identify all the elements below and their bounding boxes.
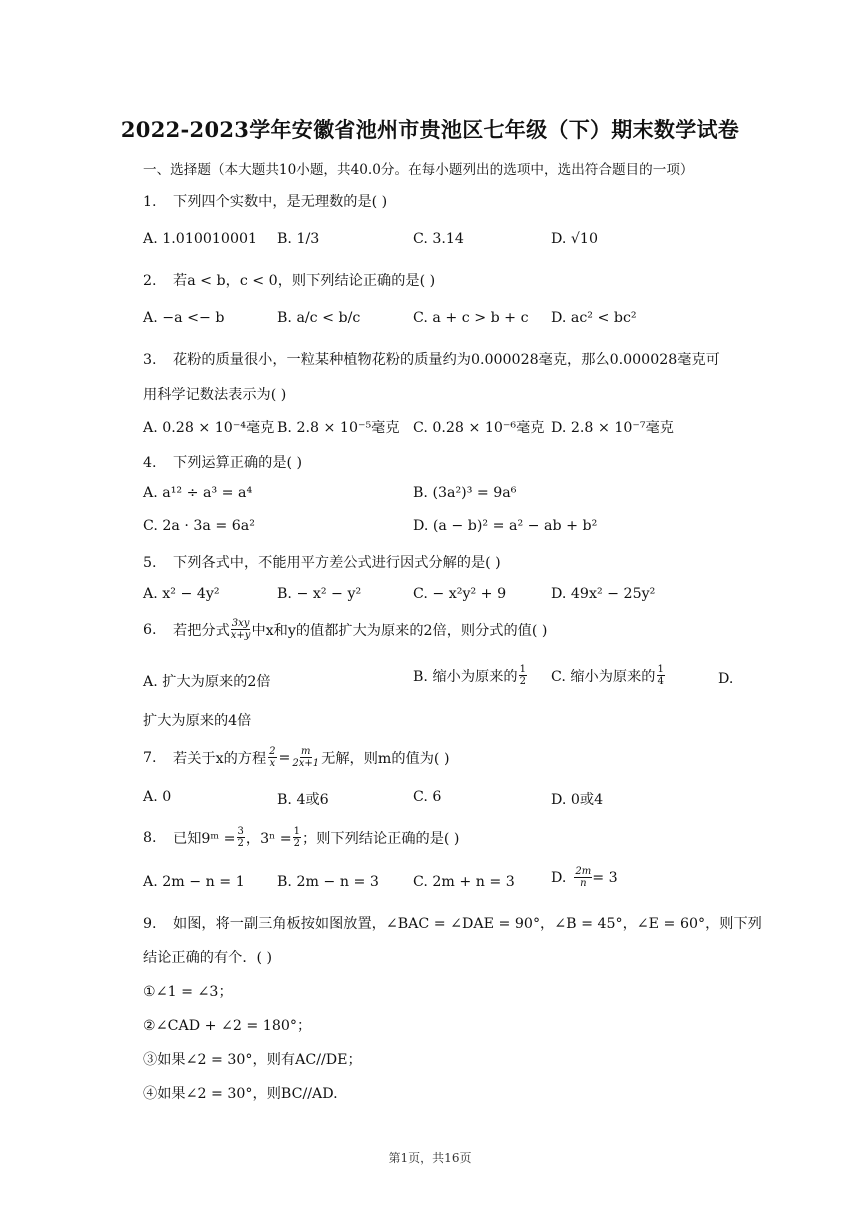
fraction-numerator: 2 (269, 746, 276, 757)
option-c: C. 0.28 × 10⁻⁶毫克 (413, 420, 545, 436)
statement-3: ③如果∠2 = 30°，则有AC//DE； (143, 1052, 362, 1068)
option-c: C. 2a · 3a = 6a² (143, 518, 255, 534)
question-stem: 如图，将一副三角板按如图放置，∠BAC = ∠DAE = 90°，∠B = 45°，∠E = 60°，则下列 (173, 916, 762, 932)
option-b-text: B. 缩小为原来的 (413, 668, 518, 685)
option-c: C. 3.14 (413, 231, 464, 247)
question-1 (143, 191, 387, 211)
option-b: B. a/c < b/c (277, 310, 361, 326)
fraction (292, 746, 319, 769)
fraction-denominator: n (580, 878, 587, 889)
fraction (268, 746, 276, 769)
statement-2: ②∠CAD + ∠2 = 180°； (143, 1018, 312, 1034)
fraction-denominator: 2 (293, 838, 300, 849)
question-stem: 花粉的质量很小，一粒某种植物花粉的质量约为0.000028毫克，那么0.000028毫克可 (173, 352, 720, 368)
question-stem-tail: 无解，则m的值为( ) (321, 750, 450, 767)
option-d: D. 49x² − 25y² (551, 586, 656, 602)
fraction-denominator: 2 (237, 838, 244, 849)
question-number: 6. (143, 621, 157, 638)
fraction-numerator: 2m (575, 866, 592, 877)
option-a: A. 2m − n = 1 (143, 874, 245, 890)
question-number: 8. (143, 829, 157, 846)
option-a: A. 0.28 × 10⁻⁴毫克 (143, 420, 275, 436)
option-d-label: D. (551, 869, 567, 886)
question-stem: 下列四个实数中，是无理数的是( ) (173, 194, 388, 210)
option-a: A. 扩大为原来的2倍 (143, 674, 271, 690)
question-7 (143, 746, 450, 769)
question-number: 4. (143, 455, 157, 471)
section-heading: 一、选择题（本大题共10小题，共40.0分。在每小题列出的选项中，选出符合题目的一项） (143, 162, 694, 178)
question-8 (143, 826, 459, 849)
option-b: B. (3a²)³ = 9a⁶ (413, 485, 517, 501)
option-c: C. 6 (413, 789, 442, 805)
option-d (551, 866, 618, 889)
option-b: B. 4或6 (277, 792, 329, 808)
question-stem: 若关于x的方程 (173, 750, 267, 767)
statement-4: ④如果∠2 = 30°，则BC//AD. (143, 1086, 338, 1102)
question-stem-tail: ；则下列结论正确的是( ) (302, 830, 460, 847)
equals-sign: = (278, 749, 291, 766)
question-2 (143, 270, 435, 290)
option-c: C. 2m + n = 3 (413, 874, 515, 890)
page-title: 2022-2023学年安徽省池州市贵池区七年级（下）期末数学试卷 (120, 117, 740, 142)
question-6 (143, 618, 547, 641)
question-stem: 若a < b，c < 0，则下列结论正确的是( ) (173, 273, 436, 289)
fraction (574, 866, 592, 889)
option-a: A. −a <− b (143, 310, 225, 326)
fraction (231, 618, 251, 641)
option-d: D. ac² < bc² (551, 310, 637, 326)
option-d: D. 0或4 (551, 792, 604, 808)
option-b: B. − x² − y² (277, 586, 362, 602)
fraction-denominator: 2x+1 (292, 758, 320, 769)
question-4 (143, 452, 302, 472)
question-number: 1. (143, 194, 157, 210)
fraction-numerator: 1 (293, 826, 300, 837)
option-c-text: C. 缩小为原来的 (551, 668, 656, 685)
fraction-numerator: 3xy (231, 618, 250, 629)
question-3 (143, 349, 720, 369)
option-c: C. a + c > b + c (413, 310, 529, 326)
option-b: B. 2.8 × 10⁻⁵毫克 (277, 420, 400, 436)
fraction-numerator: 1 (519, 664, 526, 675)
option-d-continued: 扩大为原来的4倍 (143, 713, 252, 729)
fraction-denominator: x (269, 758, 276, 769)
question-stem-tail: 中x和y的值都扩大为原来的2倍，则分式的值( ) (251, 622, 548, 639)
question-stem-continued: 结论正确的有个．( ) (143, 950, 273, 966)
option-d: D. (a − b)² = a² − ab + b² (413, 518, 598, 534)
question-stem: 下列各式中，不能用平方差公式进行因式分解的是( ) (173, 555, 501, 571)
option-a: A. x² − 4y² (143, 586, 220, 602)
option-d: D. 2.8 × 10⁻⁷毫克 (551, 420, 674, 436)
option-a: A. 1.010010001 (143, 231, 258, 247)
option-d: D. √10 (551, 231, 598, 247)
fraction-numerator: m (301, 746, 311, 757)
fraction-numerator: 3 (237, 826, 244, 837)
fraction (293, 826, 301, 849)
question-number: 5. (143, 555, 157, 571)
fraction-denominator: 2 (519, 676, 526, 687)
question-9 (143, 913, 762, 933)
option-c (551, 664, 665, 687)
question-stem-continued: 用科学记数法表示为( ) (143, 387, 287, 403)
option-d-tail: = 3 (592, 869, 618, 886)
fraction-numerator: 1 (657, 664, 664, 675)
option-a: A. 0 (143, 789, 172, 805)
option-b (413, 664, 527, 687)
option-a: A. a¹² ÷ a³ = a⁴ (143, 485, 253, 501)
question-stem: 下列运算正确的是( ) (173, 455, 303, 471)
question-stem: 若把分式 (173, 622, 230, 639)
question-number: 7. (143, 749, 157, 766)
statement-1: ①∠1 = ∠3； (143, 984, 233, 1000)
question-number: 2. (143, 273, 157, 289)
question-number: 3. (143, 352, 157, 368)
question-stem: 已知9ᵐ = (173, 830, 236, 847)
question-number: 9. (143, 916, 157, 932)
option-c: C. − x²y² + 9 (413, 586, 507, 602)
fraction (237, 826, 245, 849)
fraction (519, 664, 527, 687)
option-d: D. (718, 671, 734, 687)
fraction-denominator: 4 (657, 676, 664, 687)
question-stem-mid: ，3ⁿ = (245, 830, 292, 847)
fraction (657, 664, 665, 687)
option-b: B. 2m − n = 3 (277, 874, 379, 890)
question-5 (143, 552, 501, 572)
option-b: B. 1/3 (277, 231, 320, 247)
page-footer: 第1页，共16页 (388, 1151, 472, 1165)
fraction-denominator: x+y (230, 630, 251, 641)
